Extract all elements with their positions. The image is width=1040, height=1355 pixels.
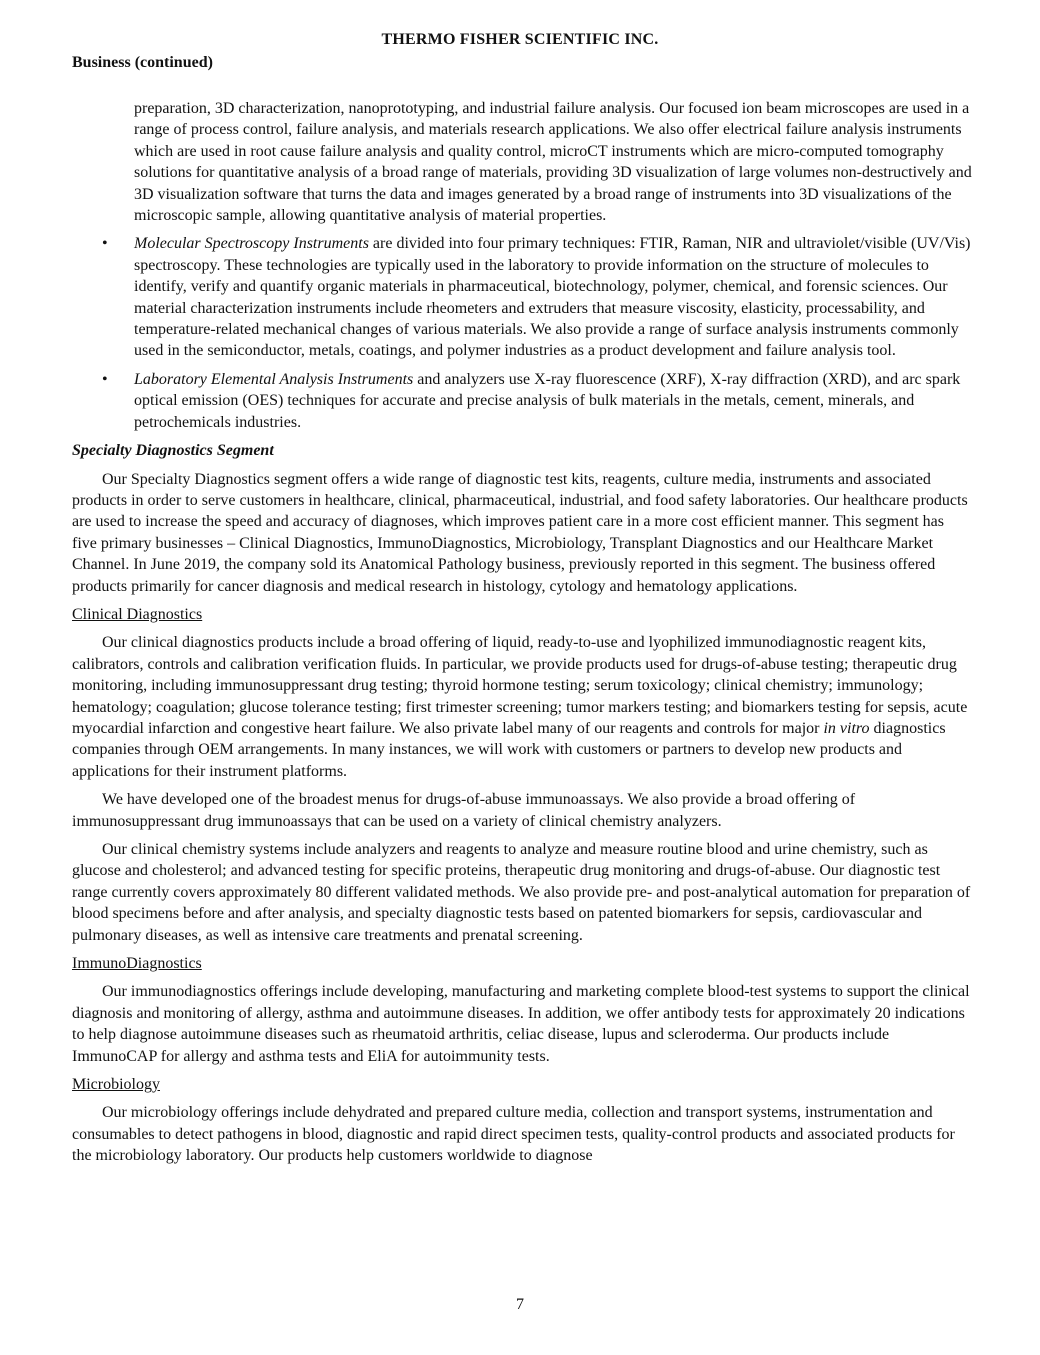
- segment-heading: Specialty Diagnostics Segment: [72, 442, 274, 460]
- company-header: THERMO FISHER SCIENTIFIC INC.: [381, 31, 659, 48]
- continuation-paragraph: preparation, 3D characterization, nanoprototyping, and industrial failure analysis. Our focused ion beam microscopes are used in a range of process control, failure analysis, and materials research applications. We also offer electrical failure analysis instruments which are used in root cause failure analysis and quality control, microCT instruments which are micro-computed tomography solutions for quantitative analysis of a broad range of materials, providing 3D visualization of large volumes non-destructively and 3D visualization software that turns the data and images generated by a broad range of instruments into 3D visualizations of the microscopic sample, allowing quantitative analysis of material properties.: [134, 100, 972, 225]
- clinical-paragraph-1: [72, 632, 972, 782]
- bullet-title: Laboratory Elemental Analysis Instruments: [134, 370, 414, 388]
- microbiology-heading: Microbiology: [72, 1076, 160, 1094]
- bullet-text: [134, 369, 972, 433]
- bullet-title: Molecular Spectroscopy Instruments: [134, 235, 369, 253]
- page-body: [72, 98, 972, 1174]
- microbiology-paragraph: Our microbiology offerings include dehydrated and prepared culture media, collection and transport systems, instrumentation and consumables to detect pathogens in blood, diagnostic and rapid direct specimen tests, quality-control products and associated products for the microbiology laboratory. Our products help customers worldwide to diagnose: [72, 1104, 955, 1165]
- segment-intro-paragraph: Our Specialty Diagnostics segment offers a wide range of diagnostic test kits, reagents, culture media, instruments and associated products in order to serve customers in healthcare, clinical, pharmaceutical, industrial, and food safety laboratories. Our healthcare products are used to increase the speed and accuracy of diagnoses, which improves patient care in a more cost efficient manner. This segment has five primary businesses – Clinical Diagnostics, ImmunoDiagnostics, Microbiology, Transplant Diagnostics and our Healthcare Market Channel. In June 2019, the company sold its Anatomical Pathology business, previously reported in this segment. The business offered products primarily for cancer diagnosis and medical research in histology, cytology and hematology applications.: [72, 470, 968, 595]
- immunodiagnostics-heading: ImmunoDiagnostics: [72, 955, 202, 973]
- bullet-body: and analyzers use X-ray fluorescence (XRF), X-ray diffraction (XRD), and arc spark optical emission (OES) techniques for accurate and precise analysis of bulk materials in the metals, cement, minerals, and petrochemicals industries.: [134, 370, 961, 431]
- bullet-body: are divided into four primary techniques: FTIR, Raman, NIR and ultraviolet/visible (UV/Vis) spectroscopy. These technologies are typically used in the laboratory to provide information on the structure of molecules to identify, verify and quantify organic materials in pharmaceutical, biotechnology, polymer, chemical, and forensic sciences. Our material characterization instruments include rheometers and extruders that measure viscosity, elasticity, processability, and temperature-related mechanical changes of various materials. We also provide a range of surface analysis instruments commonly used in the semiconductor, metals, coatings, and polymer industries as a product development and failure analysis tool.: [134, 235, 971, 360]
- clinical-p1-text: Our clinical diagnostics products include a broad offering of liquid, ready-to-use and lyophilized immunodiagnostic reagent kits, calibrators, controls and calibration verification fluids. In particular, we provide products used for drugs-of-abuse testing; therapeutic drug monitoring, including immunosuppressant drug testing; thyroid hormone testing; serum toxicology; clinical chemistry; immunology; hematology; coagulation; glucose tolerance testing; first trimester screening; tumor markers testing; and biomarkers testing for sepsis, acute myocardial infarction and congestive heart failure. We also private label many of our reagents and controls for major: [72, 634, 968, 737]
- in-vitro-italic: in vitro: [823, 719, 870, 737]
- bullet-marker: •: [102, 370, 108, 388]
- clinical-diagnostics-heading: Clinical Diagnostics: [72, 605, 203, 623]
- clinical-p1-text-end: diagnostics companies through OEM arrangements. In many instances, we will work with customers or partners to develop new products and applications for their instrument platforms.: [72, 719, 946, 780]
- bullet-text: [134, 233, 972, 361]
- clinical-paragraph-2: We have developed one of the broadest menus for drugs-of-abuse immunoassays. We also provide a broad offering of immunosuppressant drug immunoassays that can be used on a variety of clinical chemistry analyzers.: [72, 791, 856, 830]
- bullet-item-molecular-spectroscopy: [72, 233, 972, 361]
- page-number: 7: [516, 1296, 524, 1313]
- immunodiagnostics-paragraph: Our immunodiagnostics offerings include developing, manufacturing and marketing complete blood-test systems to support the clinical diagnosis and monitoring of allergy, asthma and autoimmune diseases. In addition, we offer antibody tests for approximately 20 indications to help diagnose autoimmune diseases such as rheumatoid arthritis, celiac disease, lupus and scleroderma. Our products include ImmunoCAP for allergy and asthma tests and EliA for autoimmunity tests.: [72, 983, 970, 1065]
- bullet-item-elemental-analysis: [72, 369, 972, 433]
- bullet-marker: •: [102, 235, 108, 253]
- section-label: Business (continued): [72, 54, 213, 71]
- clinical-paragraph-3: Our clinical chemistry systems include analyzers and reagents to analyze and measure routine blood and urine chemistry, such as glucose and cholesterol; and advanced testing for specific proteins, therapeutic drug monitoring and drugs-of-abuse. Our diagnostic test range currently covers approximately 80 different validated methods. We also provide pre- and post-analytical automation for preparation of blood specimens before and after analysis, and specialty diagnostic tests based on patented biomarkers for sepsis, cardiovascular and pulmonary diseases, as well as intensive care treatments and prenatal screening.: [72, 841, 971, 944]
